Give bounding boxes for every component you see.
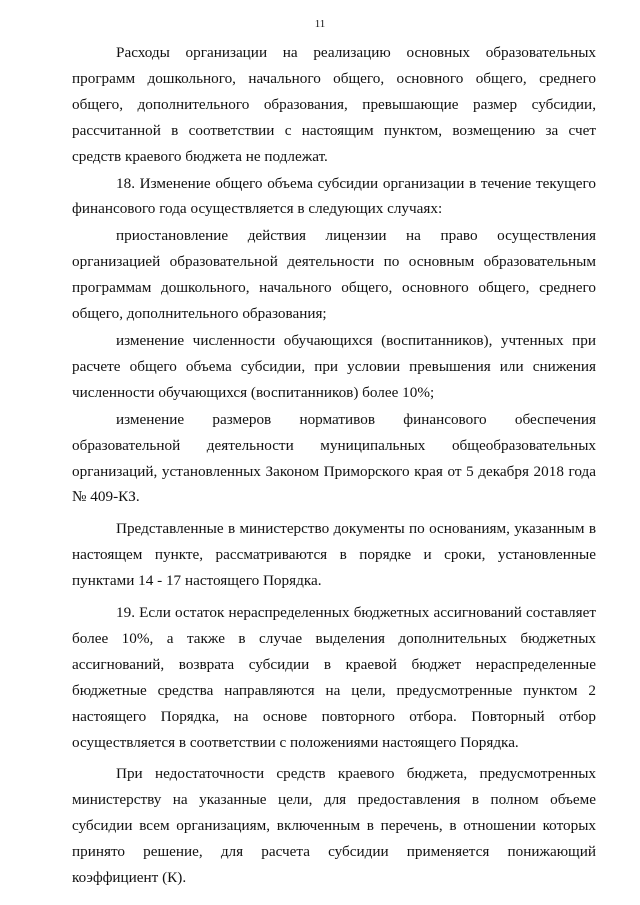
paragraph-documents-review: Представленные в министерство документы по основаниям, указанным в настоящем пункте, рассматриваются в порядке и сроки, установленные пунктами 14 - 17 настоящего Порядка. [72, 520, 596, 590]
paragraph-18-subsidy-change: 18. Изменение общего объема субсидии организации в течение текущего финансового года осуществляется в следующих случаях: [72, 174, 596, 218]
paragraph-expenses-not-reimbursed: Расходы организации на реализацию основных образовательных программ дошкольного, начального общего, основного общего, среднего общего, дополнительного образования, превышающие размер субсидии, рассчитанной в соответствии с настоящим пунктом, возмещению за счет средств краевого бюджета не подлежат. [72, 44, 596, 165]
paragraph-student-count-change: изменение численности обучающихся (воспитанников), учтенных при расчете общего объема субсидии, при условии превышения или снижения численности обучающихся (воспитанников) более 10%; [72, 331, 596, 401]
paragraph-19-remaining-funds: 19. Если остаток нераспределенных бюджетных ассигнований составляет более 10%, а также в случае выделения дополнительных бюджетных ассигнований, возврата субсидии в краевой бюджет нераспределенные бюджетные средства направляются на цели, предусмотренные пунктом 2 настоящего Порядка, на основе повторного отбора. Повторный отбор осуществляется в соответствии с положениями настоящего Порядка. [72, 604, 596, 751]
paragraph-reduction-coefficient: При недостаточности средств краевого бюджета, предусмотренных министерству на указанные цели, для предоставления в полном объеме субсидии всем организациям, включенным в перечень, в отношении которых принято решение, для расчета субсидии применяется понижающий коэффициент (К). [72, 765, 596, 887]
paragraph-normative-change: изменение размеров нормативов финансового обеспечения образовательной деятельности муниципальных общеобразовательных организаций, установленных Законом Приморского края от 5 декабря 2018 года № 409-КЗ. [72, 410, 596, 506]
paragraph-license-suspension: приостановление действия лицензии на право осуществления организацией образовательной деятельности по основным образовательным программам дошкольного, начального общего, основного общего, среднего общего, дополнительного образования; [72, 227, 596, 323]
document-body [72, 40, 596, 892]
page-number: 11 [314, 18, 326, 30]
